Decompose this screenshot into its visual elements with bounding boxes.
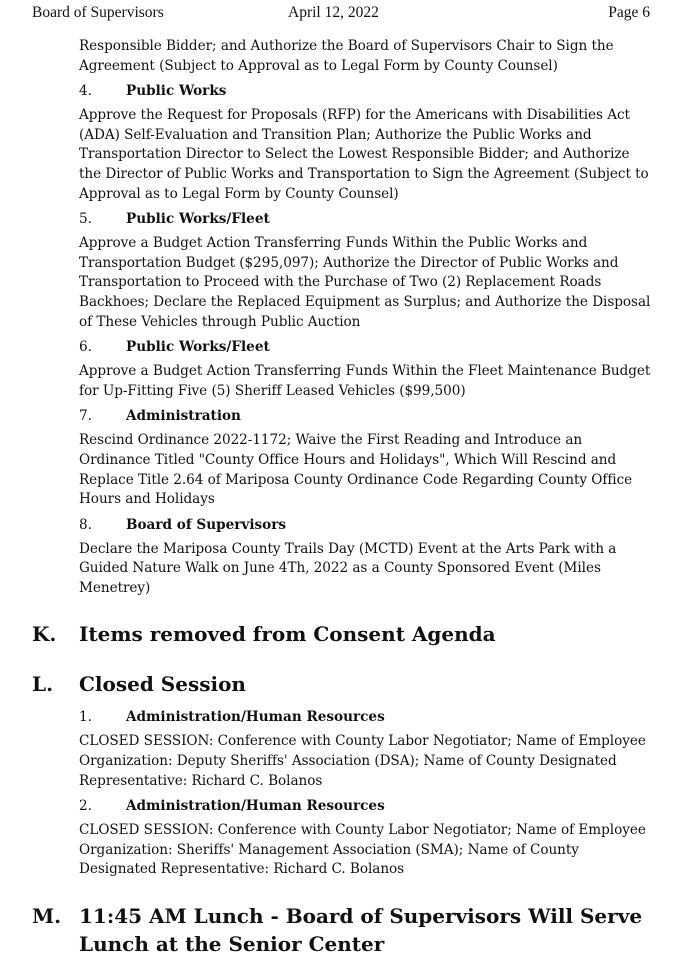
item-heading bbox=[79, 708, 680, 726]
section-k-heading bbox=[0, 620, 680, 648]
continuation-text: Responsible Bidder; and Authorize the Board of Supervisors Chair to Sign the Agreement (Subject to Approval as to Legal Form by County Counsel) bbox=[79, 38, 614, 74]
item-number: 1. bbox=[79, 709, 92, 726]
item-heading bbox=[79, 338, 680, 356]
item-description: Rescind Ordinance 2022-1172; Waive the First Reading and Introduce an Ordinance Titled "County Office Hours and Holidays", Which Will Rescind and Replace Title 2.64 of Mariposa County Ordinance Code Regarding County Office Hours and Holidays bbox=[79, 432, 633, 508]
header-board-name: Board of Supervisors bbox=[32, 4, 164, 21]
item-heading bbox=[79, 210, 680, 228]
section-m-heading bbox=[0, 902, 680, 958]
item-description: CLOSED SESSION: Conference with County Labor Negotiator; Name of Employee Organization: Sheriffs' Management Association (SMA); Name of County Designated Representative: Richard C. Bolanos bbox=[79, 822, 646, 878]
item-description: Approve a Budget Action Transferring Funds Within the Public Works and Transportation Budget ($295,097); Authorize the Director of Public Works and Transportation to Proceed with the Purchase of Two (2) Replacement Roads Backhoes; Declare the Replaced Equipment as Surplus; and Authorize the Disposal of These Vehicles through Public Auction bbox=[79, 235, 651, 330]
item-description: Approve the Request for Proposals (RFP) for the Americans with Disabilities Act (ADA) Self-Evaluation and Transition Plan; Authorize the Public Works and Transportation Director to Select the Lowest Responsible Bidder; and Authorize the Director of Public Works and Transportation to Sign the Agreement (Subject to Approval as to Legal Form by County Counsel) bbox=[79, 107, 649, 202]
item-number: 5. bbox=[79, 211, 92, 228]
item-department: Administration/Human Resources bbox=[126, 798, 385, 815]
section-title: Items removed from Consent Agenda bbox=[79, 622, 496, 647]
section-l-heading bbox=[0, 670, 680, 698]
header-page-number: Page 6 bbox=[608, 4, 650, 21]
section-letter: M. bbox=[32, 904, 62, 929]
item-department: Administration bbox=[126, 408, 241, 425]
section-letter: K. bbox=[32, 622, 57, 647]
item-heading bbox=[79, 797, 680, 815]
closed-session-item-2 bbox=[0, 797, 680, 880]
item-department: Public Works/Fleet bbox=[126, 339, 270, 356]
item-department: Board of Supervisors bbox=[126, 516, 287, 533]
consent-item-5 bbox=[0, 210, 680, 332]
consent-item-8 bbox=[0, 516, 680, 599]
item-number: 8. bbox=[79, 516, 92, 533]
item-description: CLOSED SESSION: Conference with County Labor Negotiator; Name of Employee Organization: Deputy Sheriffs' Association (DSA); Name of County Designated Representative: Richard C. Bolanos bbox=[79, 733, 646, 789]
item-department: Administration/Human Resources bbox=[126, 709, 385, 726]
page-header bbox=[32, 4, 650, 24]
header-date: April 12, 2022 bbox=[288, 4, 379, 21]
section-title: 11:45 AM Lunch - Board of Supervisors Will Serve Lunch at the Senior Center bbox=[79, 904, 643, 957]
item-number: 2. bbox=[79, 798, 92, 815]
item-number: 7. bbox=[79, 408, 92, 425]
item-description: Declare the Mariposa County Trails Day (MCTD) Event at the Arts Park with a Guided Nature Walk on June 4Th, 2022 as a County Sponsored Event (Miles Menetrey) bbox=[79, 540, 617, 596]
item-number: 6. bbox=[79, 339, 92, 356]
item-department: Public Works/Fleet bbox=[126, 211, 270, 228]
item-heading bbox=[79, 82, 680, 100]
item-heading bbox=[79, 516, 680, 534]
consent-item-4 bbox=[0, 82, 680, 204]
item-number: 4. bbox=[79, 83, 92, 100]
closed-session-item-1 bbox=[0, 708, 680, 791]
section-title: Closed Session bbox=[79, 672, 246, 697]
section-letter: L. bbox=[32, 672, 54, 697]
consent-item-6 bbox=[0, 338, 680, 401]
item-department: Public Works bbox=[126, 83, 227, 100]
agenda-content bbox=[0, 37, 680, 968]
consent-item-7 bbox=[0, 407, 680, 509]
item-heading bbox=[79, 407, 680, 425]
item-description: Approve a Budget Action Transferring Funds Within the Fleet Maintenance Budget for Up-Fitting Five (5) Sheriff Leased Vehicles ($99,500) bbox=[79, 363, 651, 399]
